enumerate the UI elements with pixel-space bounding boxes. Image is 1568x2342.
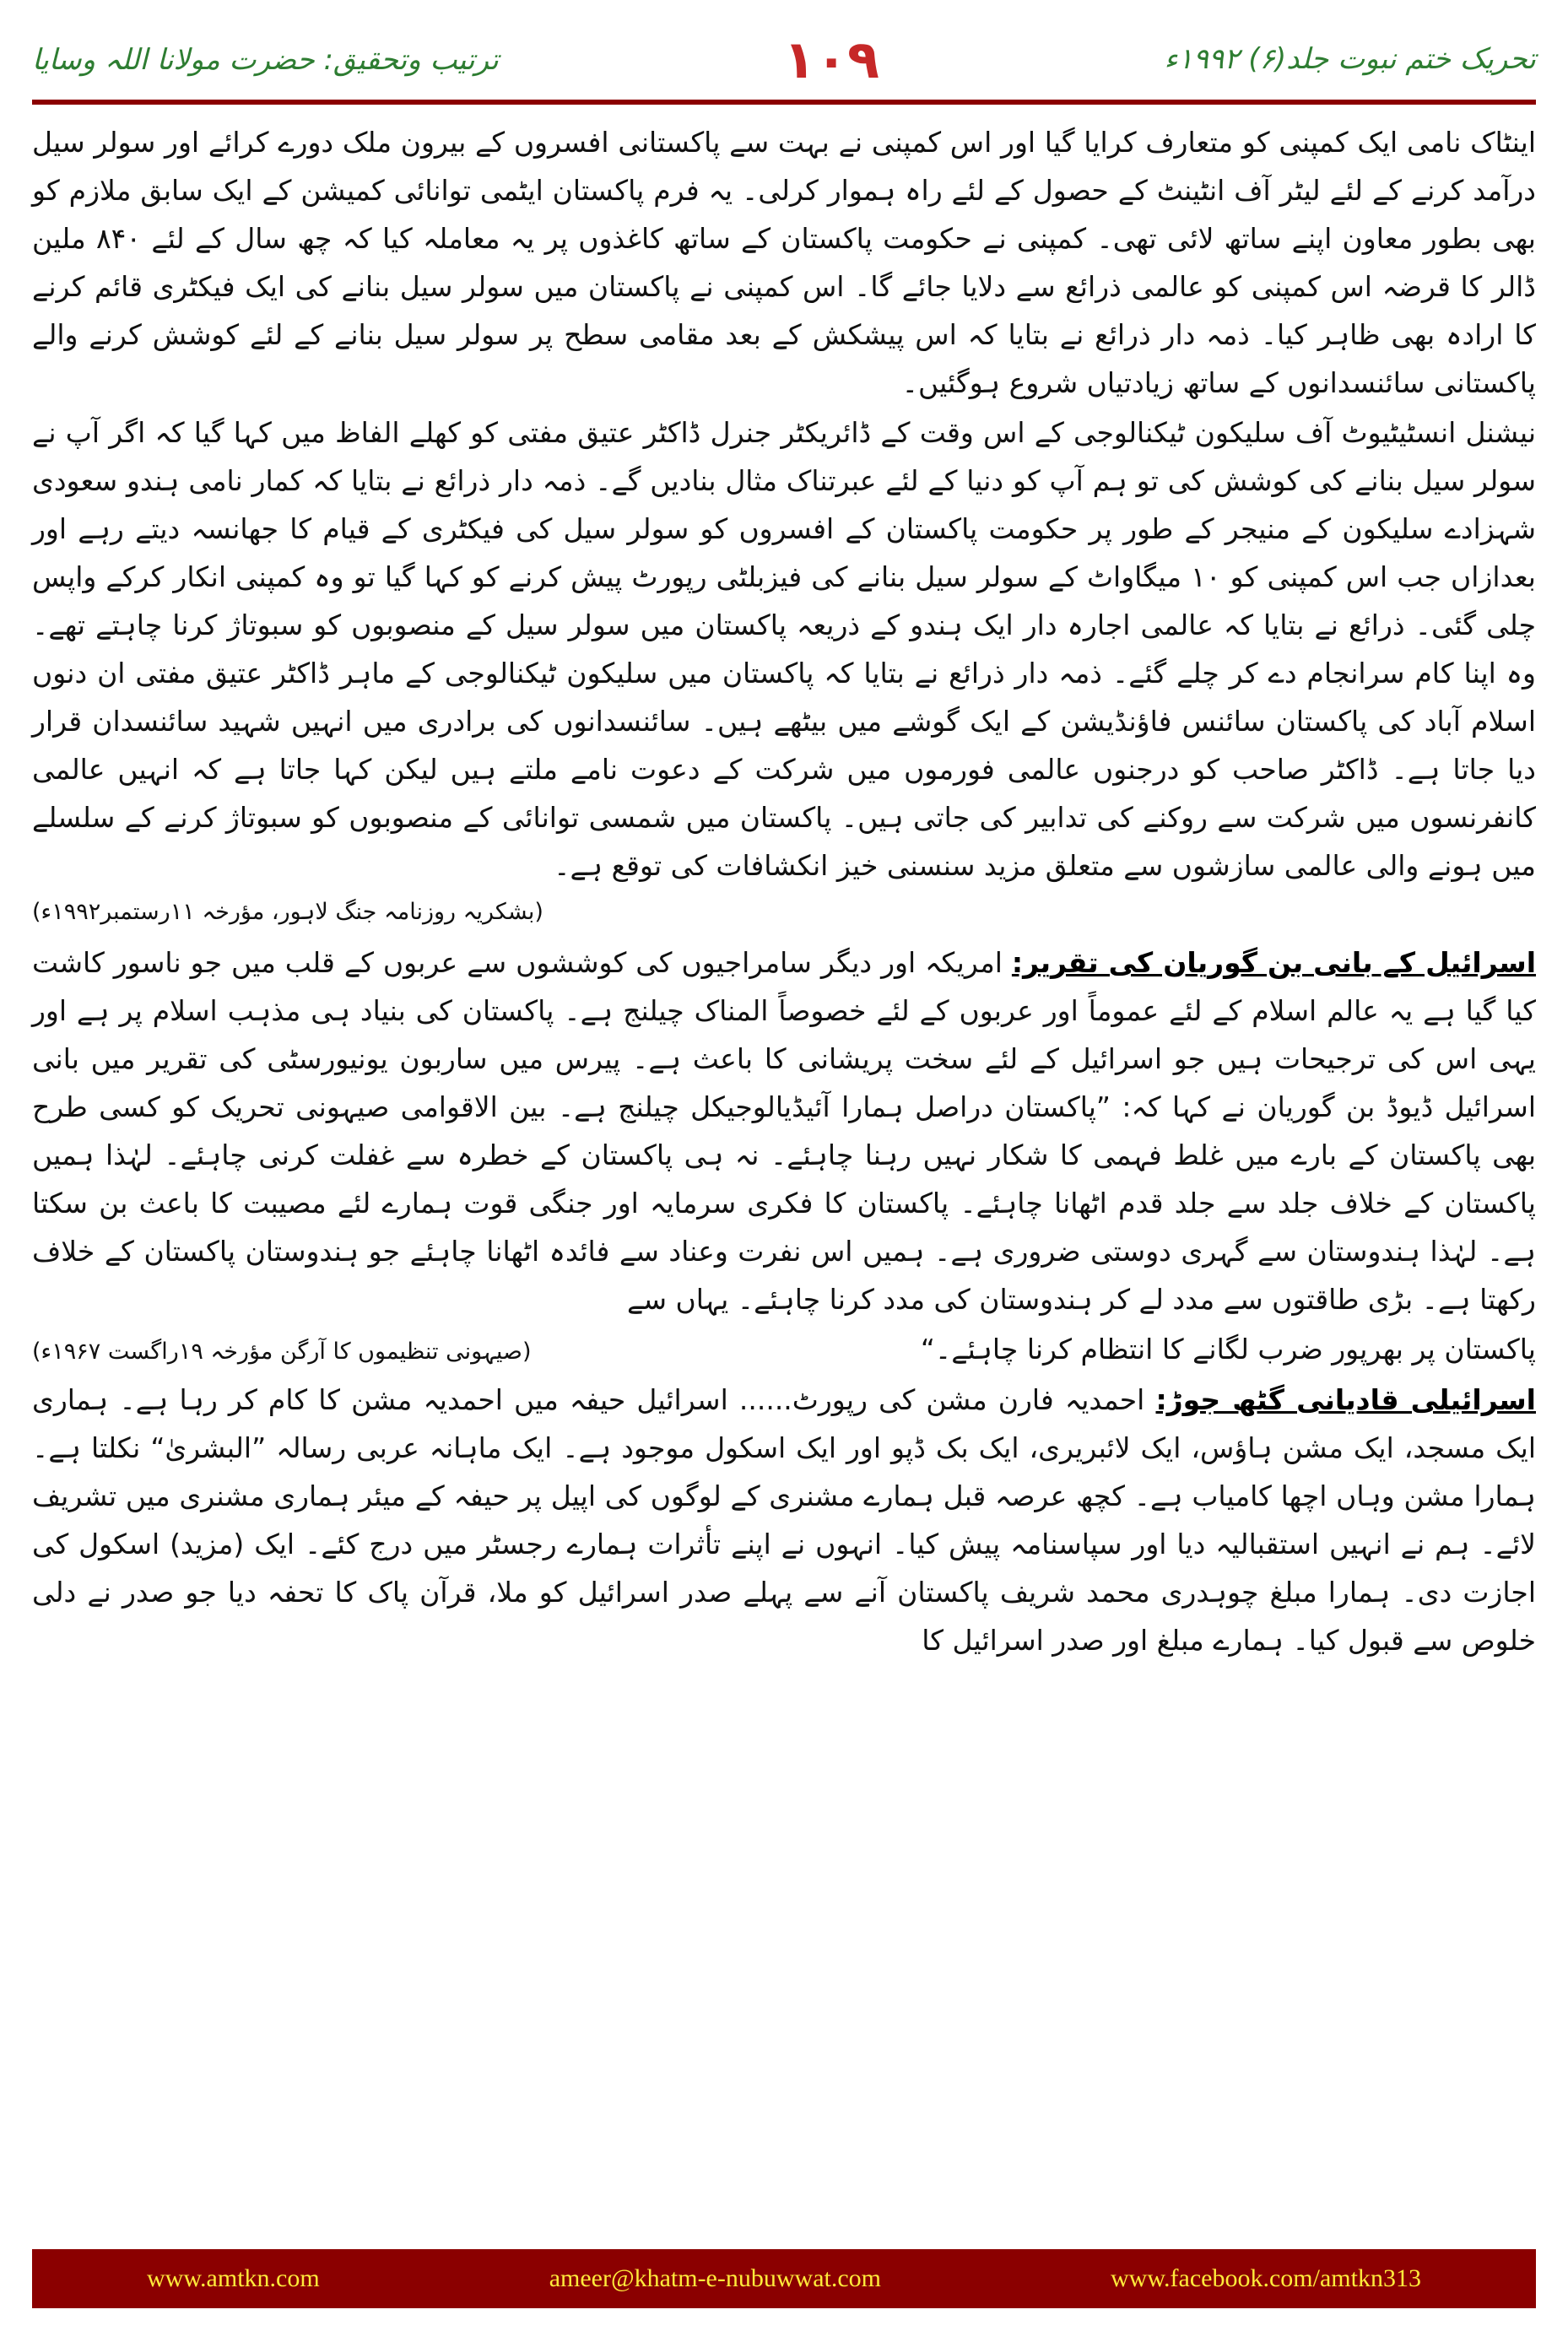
section-heading-ben-gurion: اسرائیل کے بانی بن گوریان کی تقریر: <box>1011 946 1537 979</box>
section-body-israel-qadiani: احمدیہ فارن مشن کی رپورٹ...... اسرائیل حیفہ میں احمدیہ مشن کا کام کر رہا ہے۔ ہماری ایک مسجد، ایک مشن ہاؤس، ایک لائبریری، ایک بک ڈپو اور ایک اسکول موجود ہے۔ ایک ماہانہ عربی رسالہ ”البشریٰ“ نکلتا ہے۔ ہمارا مشن وہاں اچھا کامیاب ہے۔ کچھ عرصہ قبل ہمارے مشنری کے لوگوں کی اپیل پر حیفہ کے میئر ہماری مشنری میں تشریف لائے۔ ہم نے انہیں استقبالیہ دیا اور سپاسنامہ پیش کیا۔ انہوں نے اپنے تأثرات ہمارے رجسٹر میں درج کئے۔ ایک (مزید) اسکول کی اجازت دی۔ ہمارا مبلغ چوہدری محمد شریف پاکستان آنے سے پہلے صدر اسرائیل کو ملا، قرآن پاک کا تحفہ دیا جو صدر نے دلی خلوص سے قبول کیا۔ ہمارے مبلغ اور صدر اسرائیل کا <box>32 1383 1536 1657</box>
footer-facebook-link[interactable]: www.facebook.com/amtkn313 <box>1111 2264 1421 2292</box>
quote-end-row <box>32 1325 1536 1376</box>
source-citation-2: (صیہونی تنظیموں کا آرگن مؤرخہ ۱۹راگست ۱۹۶۷ء) <box>32 1339 532 1365</box>
source-citation-1: (بشکریہ روزنامہ جنگ لاہور، مؤرخہ ۱۱رستمبر۱۹۹۲ء) <box>32 899 543 925</box>
section-heading-israel-qadiani: اسرائیلی قادیانی گٹھ جوڑ: <box>1155 1383 1536 1416</box>
footer-email-link[interactable]: ameer@khatm-e-nubuwwat.com <box>549 2264 881 2292</box>
page-header <box>32 25 1536 93</box>
page-footer <box>32 2249 1536 2308</box>
header-divider <box>32 100 1536 105</box>
paragraph-1: اینٹاک نامی ایک کمپنی کو متعارف کرایا گیا اور اس کمپنی نے بہت سے پاکستانی افسروں کے بیرون ملک دورے کرائے اور سولر سیل درآمد کرنے کے لئے لیٹر آف انٹینٹ کے حصول کے لئے راہ ہموار کرلی۔ یہ فرم پاکستان ایٹمی توانائی کمیشن کے ایک سابق ملازم کو بھی بطور معاون اپنے ساتھ لائی تھی۔ کمپنی نے حکومت پاکستان کے ساتھ کاغذوں پر یہ معاملہ کیا کہ چھ سال کے لئے ۸۴۰ ملین ڈالر کا قرضہ اس کمپنی کو عالمی ذرائع سے دلایا جائے گا۔ اس کمپنی نے پاکستان میں سولر سیل بنانے کی ایک فیکٹری قائم کرنے کا ارادہ بھی ظاہر کیا۔ ذمہ دار ذرائع نے بتایا کہ اس پیشکش کے بعد مقامی سطح پر سولر سیل بنانے کے لئے کوشش کرنے والے پاکستانی سائنسدانوں کے ساتھ زیادتیاں شروع ہوگئیں۔ <box>32 126 1536 399</box>
quote-last-line: پاکستان پر بھرپور ضرب لگانے کا انتظام کرنا چاہئے۔“ <box>920 1333 1536 1366</box>
paragraph-2: نیشنل انسٹیٹیوٹ آف سلیکون ٹیکنالوجی کے اس وقت کے ڈائریکٹر جنرل ڈاکٹر عتیق مفتی کو کھلے الفاظ میں کہا گیا کہ اگر آپ نے سولر سیل بنانے کی کوشش کی تو ہم آپ کو دنیا کے لئے عبرتناک مثال بنادیں گے۔ ذمہ دار ذرائع نے بتایا کہ کمار نامی ہندو سعودی شہزادے سلیکون کے منیجر کے طور پر حکومت پاکستان کے افسروں کو سولر سیل کی فیکٹری کے قیام کا جھانسہ دیتے رہے اور بعدازاں جب اس کمپنی کو ۱۰ میگاواٹ کے سولر سیل بنانے کی فیزبلٹی رپورٹ پیش کرنے کو کہا گیا تو وہ کمپنی انکار کرکے واپس چلی گئی۔ ذرائع نے بتایا کہ عالمی اجارہ دار ایک ہندو کے ذریعہ پاکستان میں سولر سیل کے منصوبوں کو سبوتاژ کرنا چاہتے تھے۔ وہ اپنا کام سرانجام دے کر چلے گئے۔ ذمہ دار ذرائع نے بتایا کہ پاکستان میں سلیکون ٹیکنالوجی کے ماہر ڈاکٹر عتیق مفتی ان دنوں اسلام آباد کی پاکستان سائنس فاؤنڈیشن کے ایک گوشے میں بیٹھے ہیں۔ سائنسدانوں کی برادری میں انہیں شہید سائنسدان قرار دیا جاتا ہے۔ ڈاکٹر صاحب کو درجنوں عالمی فورموں میں شرکت کے دعوت نامے ملتے ہیں لیکن کہا جاتا ہے کہ انہیں عالمی کانفرنسوں میں شرکت سے روکنے کی تدابیر کی جاتی ہیں۔ پاکستان میں شمسی توانائی کے منصوبوں کو سبوتاژ کرنے کے سلسلے میں ہونے والی عالمی سازشوں سے متعلق مزید سنسنی خیز انکشافات کی توقع ہے۔ <box>32 416 1536 882</box>
compiler-credit: ترتیب وتحقیق: حضرت مولانا اللہ وسایا <box>32 42 499 77</box>
section-israel-qadiani <box>32 1376 1536 1664</box>
footer-website-link[interactable]: www.amtkn.com <box>147 2264 320 2292</box>
page-number: ۱۰۹ <box>783 28 879 90</box>
article-body <box>32 118 1536 2232</box>
section-ben-gurion <box>32 938 1536 1323</box>
section-body-ben-gurion: امریکہ اور دیگر سامراجیوں کی کوششوں سے عربوں کے قلب میں جو ناسور کاشت کیا گیا ہے یہ عالم اسلام کے لئے عموماً اور عربوں کے لئے خصوصاً المناک چیلنج ہے۔ پاکستان کی بنیاد ہی مذہب اسلام پر ہے اور یہی اس کی ترجیحات ہیں جو اسرائیل کے لئے سخت پریشانی کا باعث ہے۔ پیرس میں ساربون یونیورسٹی کی تقریر میں بانی اسرائیل ڈیوڈ بن گوریان نے کہا کہ: ”پاکستان دراصل ہمارا آئیڈیالوجیکل چیلنج ہے۔ بین الاقوامی صیہونی تحریک کو کسی طرح بھی پاکستان کے بارے میں غلط فہمی کا شکار نہیں رہنا چاہئے۔ نہ ہی پاکستان کے خطرہ سے غفلت کرنی چاہئے۔ لہٰذا ہمیں پاکستان کے خلاف جلد سے جلد قدم اٹھانا چاہئے۔ پاکستان کا فکری سرمایہ اور جنگی قوت ہمارے لئے مصیبت کا باعث بن سکتا ہے۔ لہٰذا ہندوستان سے گہری دوستی ضروری ہے۔ ہمیں اس نفرت وعناد سے فائدہ اٹھانا چاہئے جو ہندوستان پاکستان کے خلاف رکھتا ہے۔ بڑی طاقتوں سے مدد لے کر ہندوستان کی مدد کرنا چاہئے۔ یہاں سے <box>32 946 1536 1316</box>
book-title: تحریک ختم نبوت جلد(۶) ۱۹۹۲ء <box>1164 42 1536 76</box>
